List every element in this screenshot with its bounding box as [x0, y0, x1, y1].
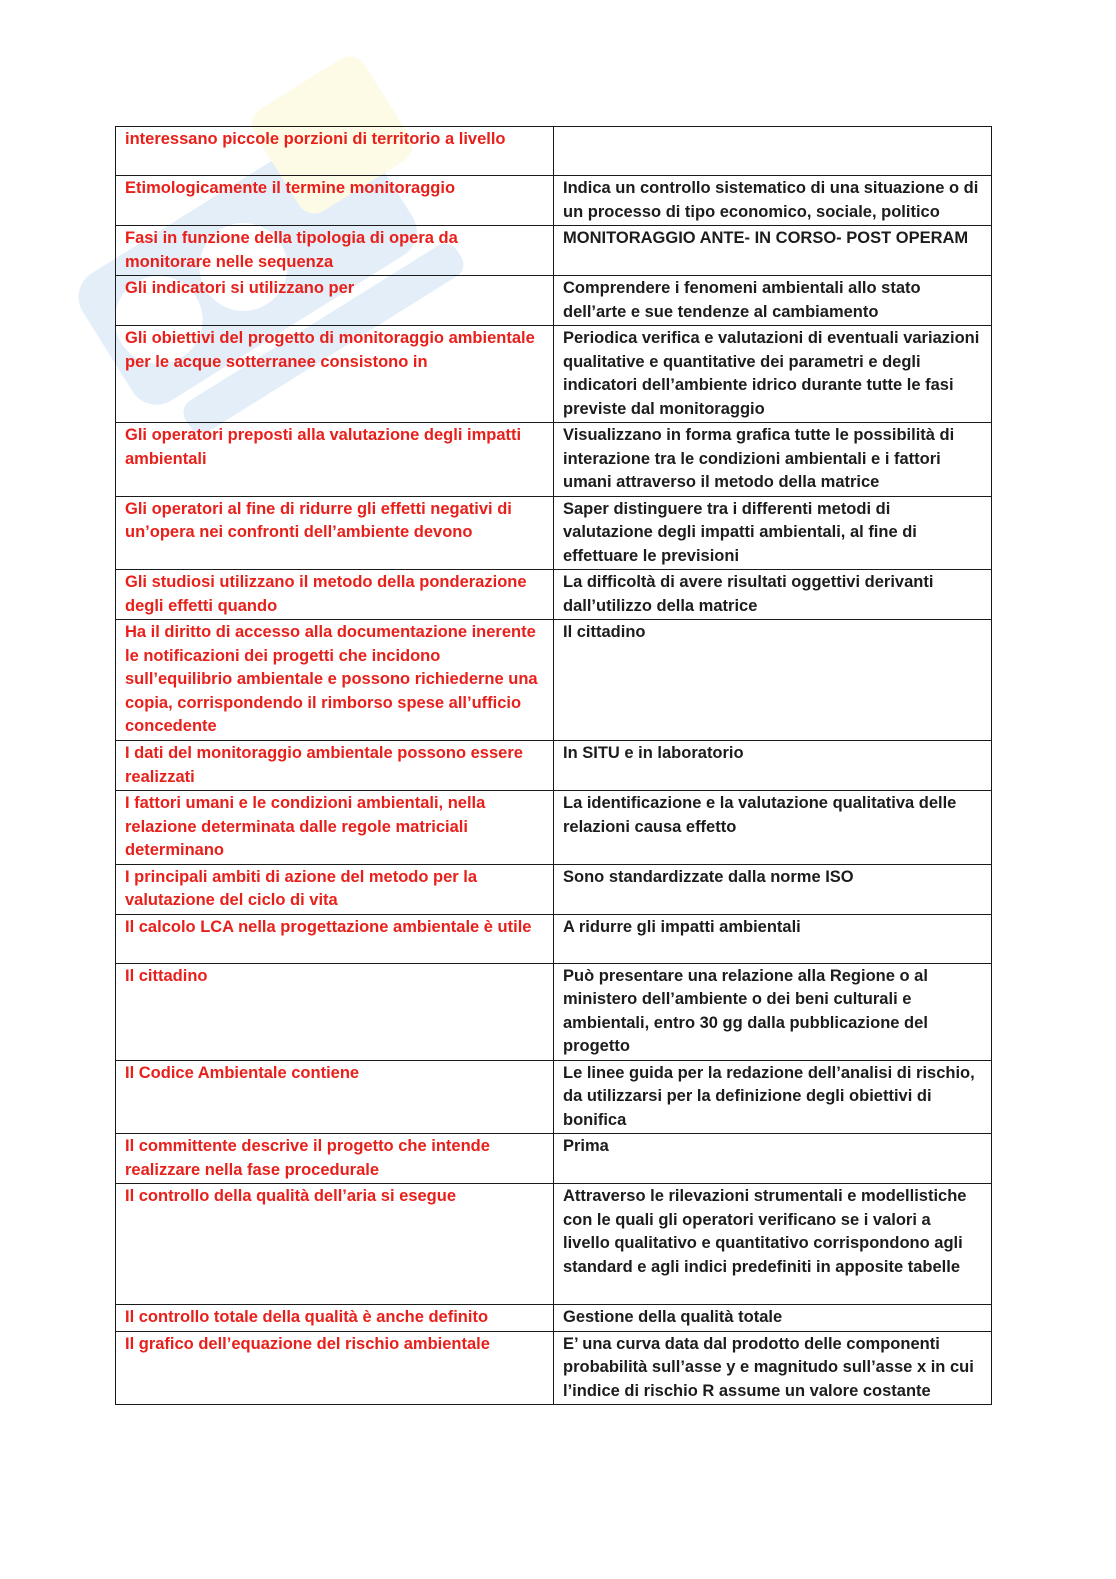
- answer-cell: Può presentare una relazione alla Regione o al ministero dell’ambiente o dei beni culturali e ambientali, entro 30 gg dalla pubblicazione del progetto: [554, 963, 992, 1060]
- question-cell: Il grafico dell’equazione del rischio ambientale: [116, 1331, 554, 1405]
- table-row: [116, 496, 992, 570]
- qa-table-body: [116, 127, 992, 1405]
- question-cell: Gli operatori preposti alla valutazione degli impatti ambientali: [116, 423, 554, 497]
- table-row: [116, 326, 992, 423]
- table-row: [116, 1184, 992, 1305]
- table-row: [116, 226, 992, 276]
- answer-cell: Visualizzano in forma grafica tutte le possibilità di interazione tra le condizioni ambientali e i fattori umani attraverso il metodo della matrice: [554, 423, 992, 497]
- table-row: [116, 1305, 992, 1332]
- question-cell: Il controllo della qualità dell’aria si esegue: [116, 1184, 554, 1305]
- question-cell: I dati del monitoraggio ambientale possono essere realizzati: [116, 741, 554, 791]
- answer-cell: [554, 127, 992, 176]
- question-cell: Etimologicamente il termine monitoraggio: [116, 176, 554, 226]
- table-row: [116, 276, 992, 326]
- question-cell: Gli operatori al fine di ridurre gli effetti negativi di un’opera nei confronti dell’ambiente devono: [116, 496, 554, 570]
- answer-cell: A ridurre gli impatti ambientali: [554, 914, 992, 963]
- question-cell: Il Codice Ambientale contiene: [116, 1060, 554, 1134]
- question-cell: interessano piccole porzioni di territorio a livello: [116, 127, 554, 176]
- table-row: [116, 791, 992, 865]
- answer-cell: Prima: [554, 1134, 992, 1184]
- question-cell: Gli obiettivi del progetto di monitoraggio ambientale per le acque sotterranee consistono in: [116, 326, 554, 423]
- question-cell: Il controllo totale della qualità è anche definito: [116, 1305, 554, 1332]
- question-cell: Fasi in funzione della tipologia di opera da monitorare nelle sequenza: [116, 226, 554, 276]
- answer-cell: La difficoltà di avere risultati oggettivi derivanti dall’utilizzo della matrice: [554, 570, 992, 620]
- table-row: [116, 1134, 992, 1184]
- answer-cell: MONITORAGGIO ANTE- IN CORSO- POST OPERAM: [554, 226, 992, 276]
- table-row: [116, 914, 992, 963]
- question-cell: I fattori umani e le condizioni ambientali, nella relazione determinata dalle regole matriciali determinano: [116, 791, 554, 865]
- table-row: [116, 423, 992, 497]
- answer-cell: Periodica verifica e valutazioni di eventuali variazioni qualitative e quantitative dei parametri e degli indicatori dell’ambiente idrico durante tutte le fasi previste dal monitoraggio: [554, 326, 992, 423]
- table-row: [116, 864, 992, 914]
- question-cell: I principali ambiti di azione del metodo per la valutazione del ciclo di vita: [116, 864, 554, 914]
- question-cell: Gli studiosi utilizzano il metodo della ponderazione degli effetti quando: [116, 570, 554, 620]
- table-row: [116, 620, 992, 741]
- table-row: [116, 741, 992, 791]
- question-cell: Gli indicatori si utilizzano per: [116, 276, 554, 326]
- table-row: [116, 570, 992, 620]
- answer-cell: E’ una curva data dal prodotto delle componenti probabilità sull’asse y e magnitudo sull’asse x in cui l’indice di rischio R assume un valore costante: [554, 1331, 992, 1405]
- answer-cell: In SITU e in laboratorio: [554, 741, 992, 791]
- table-row: [116, 963, 992, 1060]
- question-cell: Ha il diritto di accesso alla documentazione inerente le notificazioni dei progetti che incidono sull’equilibrio ambientale e possono richiederne una copia, corrispondendo il rimborso spese all’ufficio concedente: [116, 620, 554, 741]
- answer-cell: Saper distinguere tra i differenti metodi di valutazione degli impatti ambientali, al fine di effettuare le previsioni: [554, 496, 992, 570]
- answer-cell: La identificazione e la valutazione qualitativa delle relazioni causa effetto: [554, 791, 992, 865]
- question-cell: Il cittadino: [116, 963, 554, 1060]
- answer-cell: Attraverso le rilevazioni strumentali e modellistiche con le quali gli operatori verificano se i valori a livello qualitativo e quantitativo corrispondono agli standard e agli indici predefiniti in apposite tabelle: [554, 1184, 992, 1305]
- table-row: [116, 127, 992, 176]
- table-row: [116, 1060, 992, 1134]
- question-cell: Il committente descrive il progetto che intende realizzare nella fase procedurale: [116, 1134, 554, 1184]
- table-row: [116, 176, 992, 226]
- answer-cell: Sono standardizzate dalla norme ISO: [554, 864, 992, 914]
- answer-cell: Il cittadino: [554, 620, 992, 741]
- question-cell: Il calcolo LCA nella progettazione ambientale è utile: [116, 914, 554, 963]
- answer-cell: Comprendere i fenomeni ambientali allo stato dell’arte e sue tendenze al cambiamento: [554, 276, 992, 326]
- qa-table: [115, 126, 992, 1405]
- answer-cell: Gestione della qualità totale: [554, 1305, 992, 1332]
- answer-cell: Indica un controllo sistematico di una situazione o di un processo di tipo economico, sociale, politico: [554, 176, 992, 226]
- table-row: [116, 1331, 992, 1405]
- answer-cell: Le linee guida per la redazione dell’analisi di rischio, da utilizzarsi per la definizione degli obiettivi di bonifica: [554, 1060, 992, 1134]
